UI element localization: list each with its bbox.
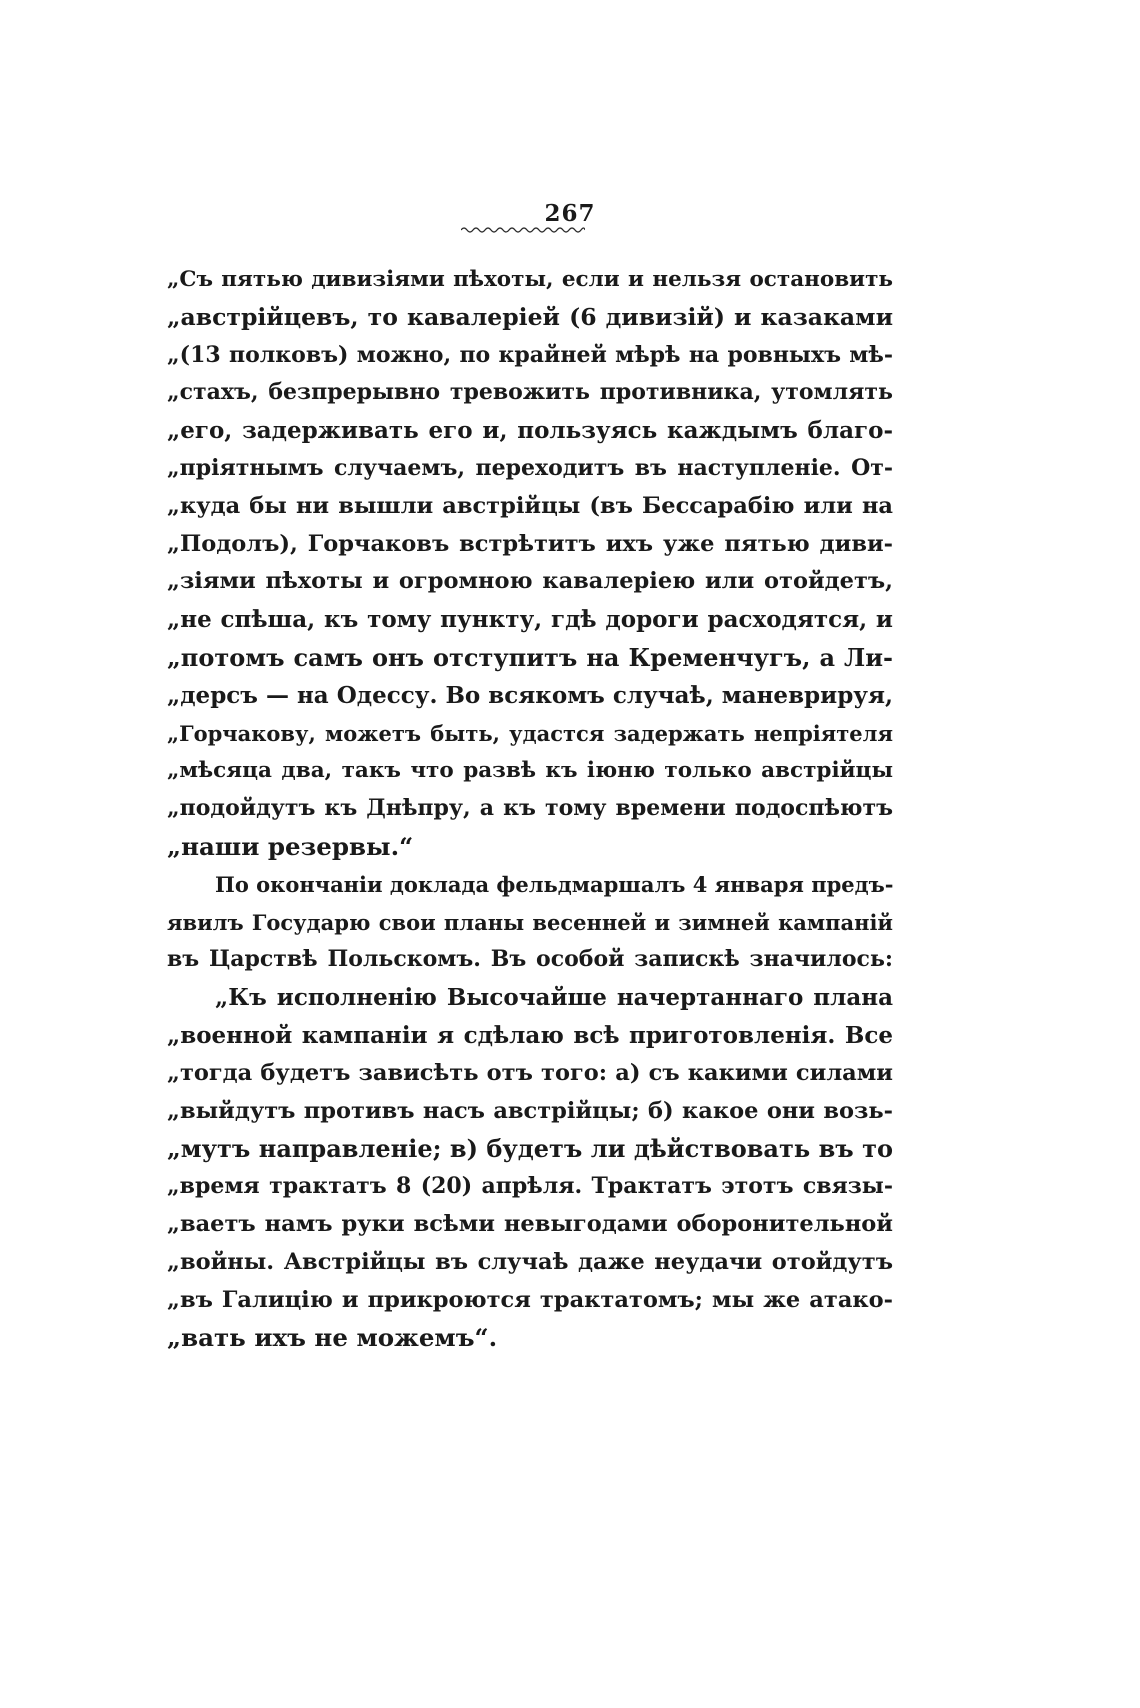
text-line: „австрійцевъ, то кавалеріей (6 дивизій) и казаками — [167, 302, 893, 331]
text-line: „зіями пѣхоты и огромною кавалеріею или отойдетъ, — [167, 568, 893, 595]
page-number: 267 — [544, 200, 596, 227]
text-line: „тогда будетъ зависѣть отъ того: а) съ какими силами — [167, 1059, 893, 1086]
text-line: явилъ Государю свои планы весенней и зимней кампаній — [167, 909, 893, 935]
wavy-rule-ornament — [461, 225, 585, 235]
text-line: „мутъ направленіе; в) будетъ ли дѣйствовать въ то — [167, 1134, 893, 1164]
text-line: „время трактатъ 8 (20) апрѣля. Трактатъ этотъ связы- — [167, 1173, 893, 1200]
text-line: „не спѣша, къ тому пункту, гдѣ дороги расходятся, и — [167, 606, 893, 634]
body-text — [167, 261, 893, 1357]
text-line: „Подолъ), Горчаковъ встрѣтитъ ихъ уже пятью диви- — [167, 530, 893, 557]
text-line: „его, задерживать его и, пользуясь каждымъ благо- — [167, 417, 893, 445]
text-line: „вать ихъ не можемъ“. — [167, 1323, 498, 1353]
text-line: „выйдутъ противъ насъ австрійцы; б) какое они возь- — [167, 1097, 893, 1124]
text-line: „Къ исполненію Высочайше начертаннаго плана — [215, 984, 893, 1012]
text-line: „потомъ самъ онъ отступитъ на Кременчугъ, а Ли- — [167, 642, 893, 672]
text-line: „Горчакову, можетъ быть, удастся задержать непріятеля — [167, 720, 893, 746]
text-line: „куда бы ни вышли австрійцы (въ Бессарабію или на — [167, 492, 893, 519]
text-line: „ваетъ намъ руки всѣми невыгодами оборонительной — [167, 1210, 893, 1237]
text-line: въ Царствѣ Польскомъ. Въ особой запискѣ значилось: — [167, 946, 893, 973]
text-line: „наши резервы.“ — [167, 831, 414, 861]
text-line: „мѣсяца два, такъ что развѣ къ іюню только австрійцы — [167, 758, 893, 784]
text-line: „подойдутъ къ Днѣпру, а къ тому времени подоспѣютъ — [167, 795, 893, 822]
text-line: „военной кампаніи я сдѣлаю всѣ приготовленія. Все — [167, 1021, 893, 1049]
text-line: „Съ пятью дивизіями пѣхоты, если и нельзя остановить — [167, 267, 893, 292]
text-line: „стахъ, безпрерывно тревожить противника, утомлять — [167, 379, 893, 406]
text-line: „въ Галицію и прикроются трактатомъ; мы же атако- — [167, 1286, 893, 1313]
text-line: „(13 полковъ) можно, по крайней мѣрѣ на ровныхъ мѣ- — [167, 341, 893, 368]
text-line: „дерсъ — на Одессу. Во всякомъ случаѣ, маневрируя, — [167, 681, 893, 709]
text-line: „войны. Австрійцы въ случаѣ даже неудачи отойдутъ — [167, 1248, 893, 1275]
text-line: По окончаніи доклада фельдмаршалъ 4 января предъ- — [215, 871, 894, 897]
text-line: „пріятнымъ случаемъ, переходитъ въ наступленіе. От- — [167, 454, 893, 481]
